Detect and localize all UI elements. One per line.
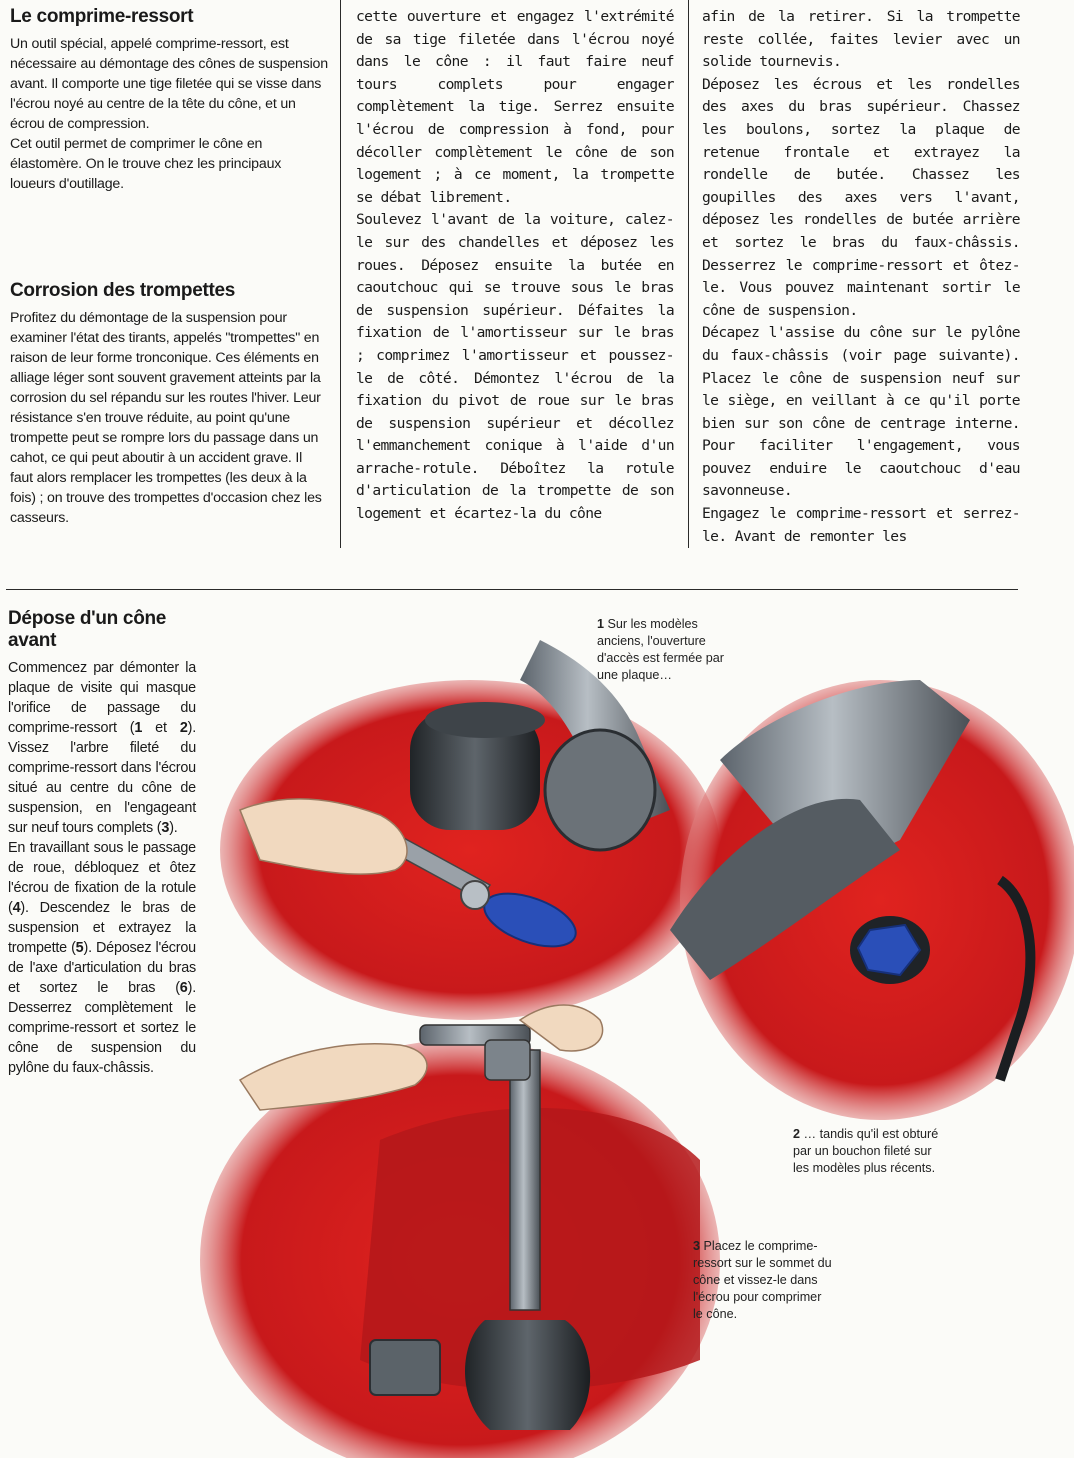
caption-1: [597, 616, 727, 684]
figure-ref: 5: [75, 940, 84, 956]
text-run: ). Déposez l'écrou de l'axe d'articulation du bras et sortez le bras (: [8, 940, 196, 996]
paragraph: [8, 838, 196, 1078]
caption-2: [793, 1126, 943, 1177]
caption-text: … tandis qu'il est obturé par un bouchon fileté sur les modèles plus récents.: [793, 1127, 939, 1175]
paragraph: Déposez les écrous et les rondelles des axes du bras supérieur. Chassez les boulons, sortez la plaque de retenue frontale et extrayez la rondelle de butée. Chassez les goupilles des axes vers l'avant, déposez les rondelles de butée arrière et sortez le bras du faux-châssis. Desserrez le comprime-ressort et ôtez-le. Vous pouvez maintenant sortir le cône de suspension.: [702, 75, 1020, 319]
caption-3: [693, 1238, 833, 1323]
section-title-corrosion: Corrosion des trompettes: [10, 280, 236, 301]
depose-section: [8, 608, 196, 1078]
text-run: ).: [169, 820, 178, 836]
text-run: et: [142, 720, 180, 736]
text-run: ). Desserrez complètement le comprime-ressort et sortez le cône de suspension du pylône du faux-châssis.: [8, 980, 196, 1076]
relay-box: [370, 1340, 440, 1395]
column-divider: [340, 0, 341, 548]
section-title-depose: Dépose d'un cône avant: [8, 608, 167, 651]
paragraph: Profitez du démontage de la suspension pour examiner l'état des tirants, appelés "trompettes" en raison de leur forme tronconique. Ces éléments en alliage léger sont souvent gravement atteints par la corrosion du sel répandu sur les routes l'hiver. Leur résistance s'en trouve réduite, au point qu'une trompette peut se rompre lors du passage dans un cahot, ce qui peut aboutir à un accident grave. Il faut alors remplacer les trompettes (les deux à la fois) ; on trouve des trompettes d'occasion chez les casseurs.: [10, 310, 322, 526]
suspension-illustration: [200, 600, 1074, 1458]
figure-3: [200, 1005, 720, 1458]
arm-bushing: [545, 730, 655, 850]
caption-number: 2: [793, 1127, 801, 1141]
spring-compressor-shaft: [510, 1050, 540, 1310]
paragraph: [8, 658, 196, 838]
paragraph: Engagez le comprime-ressort et serrez-le. Avant de remonter les: [702, 505, 1020, 545]
paragraph: afin de la retirer. Si la trompette reste collée, faites levier avec un solide tournevis.: [702, 8, 1020, 71]
figure-1: [220, 640, 720, 1020]
socket-head: [461, 881, 489, 909]
column-divider: [688, 0, 689, 548]
caption-number: 1: [597, 617, 605, 631]
caption-text: Placez le comprime-ressort sur le sommet du cône et vissez-le dans l'écrou pour comprimer le cône.: [693, 1239, 832, 1321]
text-run: ). Vissez l'arbre fileté du comprime-ressort dans l'écrou situé au centre du cône de suspension, en l'engageant sur neuf tours complets (: [8, 720, 197, 836]
figure-ref: 6: [179, 980, 188, 996]
figure-ref: 1: [134, 720, 143, 736]
suspension-cone: [465, 1320, 590, 1430]
paragraph: Soulevez l'avant de la voiture, calez-le sur des chandelles et déposez les roues. Déposez ensuite la butée en caoutchouc qui se trouve sous le bras de suspension supérieur. Défaites la fixation de l'amortisseur sur le bras ; comprimez l'amortisseur et poussez-le de côté. Démontez l'écrou de la fixation du pivot de roue sur le bras de suspension supérieur et décollez l'emmanchement conique à l'aide d'un arrache-rotule. Déboîtez la rotule d'articulation de la trompette de son logement et écartez-la du cône: [356, 211, 674, 523]
figure-ref: 4: [12, 900, 21, 916]
caption-number: 3: [693, 1239, 701, 1253]
text-run: ). Descendez le bras de suspension et extrayez la trompette (: [8, 900, 196, 956]
caption-text: Sur les modèles anciens, l'ouverture d'accès est fermée par une plaque…: [597, 617, 725, 682]
right-column: [702, 6, 1020, 548]
compression-nut: [485, 1040, 530, 1080]
left-column: [10, 6, 328, 528]
paragraph: Un outil spécial, appelé comprime-ressort, est nécessaire au démontage des cônes de suspension avant. Il comporte une tige filetée qui se visse dans l'écrou noyé au centre de la tête du cône, et un écrou de compression.: [10, 36, 328, 132]
paragraph: Cet outil permet de comprimer le cône en élastomère. On le trouve chez les principaux loueurs d'outillage.: [10, 136, 282, 192]
figure-ref: 3: [161, 820, 170, 836]
paragraph: Décapez l'assise du cône sur le pylône du faux-châssis (voir page suivante). Placez le cône de suspension neuf sur le siège, en veillant à ce qu'il porte bien sur son cône de centrage interne. Pour faciliter l'engagement, vous pouvez enduire le caoutchouc d'eau savonneuse.: [702, 324, 1020, 500]
text-run: En travaillant sous le passage de roue, débloquez et ôtez l'écrou de fixation de la rotule (: [8, 840, 196, 916]
text-run: Commencez par démonter la plaque de visite qui masque l'orifice de passage du comprime-ressort (: [8, 660, 196, 736]
figure-ref: 2: [179, 720, 188, 736]
cone-top: [425, 702, 545, 738]
section-divider: [6, 589, 1018, 590]
figure-2: [670, 680, 1074, 1120]
paragraph: cette ouverture et engagez l'extrémité de sa tige filetée dans l'écrou noyé dans le cône : il faut faire neuf tours complets pour engager complètement la tige. Serrez ensuite l'écrou de compression à fond, pour décoller complètement le cône de son logement ; à ce moment, la trompette se débat librement.: [356, 8, 674, 206]
section-title-comprime-ressort: Le comprime-ressort: [10, 6, 194, 27]
middle-column: [356, 6, 674, 526]
